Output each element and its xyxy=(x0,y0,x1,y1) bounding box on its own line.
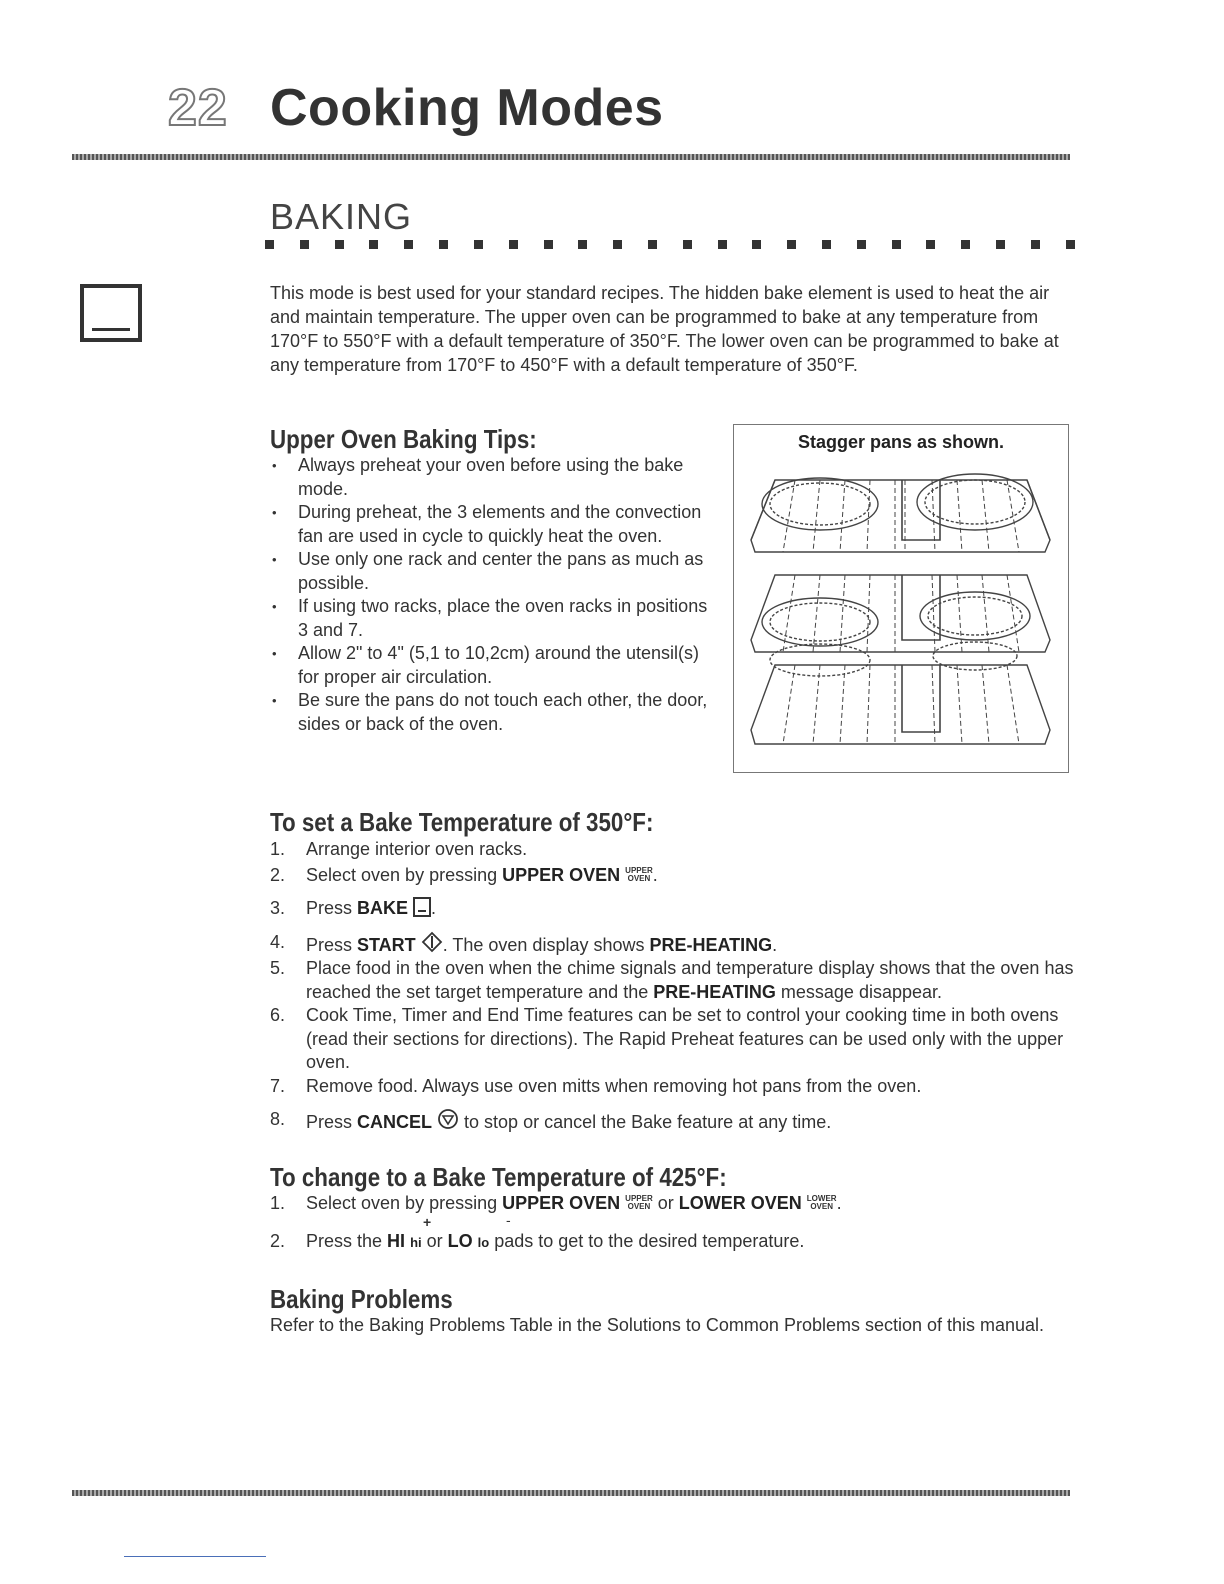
intro-paragraph: This mode is best used for your standard recipes. The hidden bake element is used to heat the air and maintain temperature. The upper oven can be programmed to bake at any temperature from 170°F to 550°F with a default temperature of 350°F. The lower oven can be programmed to bake at any temperature from 170°F to 450°F with a default temperature of 350°F. xyxy=(270,283,1059,375)
header-rule xyxy=(72,154,1070,160)
page-number: 22 xyxy=(168,79,228,137)
cancel-key-label: CANCEL xyxy=(357,1112,433,1132)
lower-oven-pad-icon: LOWER OVEN xyxy=(806,1194,837,1211)
footer-link-line xyxy=(124,1556,266,1557)
page-title: Cooking Modes xyxy=(270,79,664,137)
tip-item: • Be sure the pans do not touch each other, the door, sides or back of the oven. xyxy=(270,689,715,736)
step-item: 7. Remove food. Always use oven mitts when removing hot pans from the oven. xyxy=(270,1075,922,1096)
start-key-label: START xyxy=(357,934,416,955)
problems-heading: Baking Problems xyxy=(270,1284,453,1314)
tip-item: • During preheat, the 3 elements and the convection fan are used in cycle to quickly heat the oven. xyxy=(270,501,715,548)
figure-caption: Stagger pans as shown. xyxy=(797,432,1005,452)
tip-item: • Always preheat your oven before using the bake mode. xyxy=(270,454,715,501)
set-temp-heading: To set a Bake Temperature of 350°F: xyxy=(270,807,654,837)
section-dots-divider xyxy=(265,240,1075,252)
problems-text: Refer to the Baking Problems Table in the Solutions to Common Problems section of this manual. xyxy=(270,1315,1045,1335)
change-temp-heading: To change to a Bake Temperature of 425°F: xyxy=(270,1162,727,1192)
upper-oven-pad-icon: UPPER OVEN xyxy=(625,865,653,883)
step-item: 1. Select oven by pressing UPPER OVEN UPPER OVEN or LOWER OVEN LOWER OVEN . xyxy=(270,1193,842,1213)
tips-list xyxy=(270,454,715,736)
plus-mark: + xyxy=(423,1214,432,1230)
hi-pad-icon: hi xyxy=(410,1234,422,1250)
step-item: 6. Cook Time, Timer and End Time features can be set to control your cooking time in both ovens (read their sections for directions). The Rapid Preheat features can be used only with the upper oven. xyxy=(270,1005,1064,1072)
footer-rule xyxy=(72,1490,1070,1496)
step-item: 2. Select oven by pressing UPPER OVEN UPPER OVEN . xyxy=(270,864,658,885)
step-item: 1. Arrange interior oven racks. xyxy=(270,839,528,859)
cancel-icon xyxy=(437,1108,459,1130)
upper-oven-pad-icon: UPPER OVEN xyxy=(625,1194,653,1211)
tip-item: • If using two racks, place the oven racks in positions 3 and 7. xyxy=(270,595,715,642)
step-item: 8. Press CANCEL to stop or cancel the Bake feature at any time. xyxy=(270,1109,832,1132)
bake-mode-icon xyxy=(80,284,142,342)
tip-item: • Allow 2" to 4" (5,1 to 10,2cm) around the utensil(s) for proper air circulation. xyxy=(270,642,715,689)
upper-oven-key-label: UPPER OVEN xyxy=(502,864,621,885)
section-title: BAKING xyxy=(270,196,413,237)
bake-key-label: BAKE xyxy=(357,898,409,918)
minus-mark: - xyxy=(506,1212,511,1228)
step-item: 2. Press the HI hi or LO lo pads to get to the desired temperature. xyxy=(270,1230,805,1251)
tips-heading: Upper Oven Baking Tips: xyxy=(270,424,537,454)
tip-item: • Use only one rack and center the pans as much as possible. xyxy=(270,548,715,595)
change-temp-steps xyxy=(270,1192,1075,1254)
set-temp-steps xyxy=(270,838,1075,1135)
step-item: 4. Press START . The oven display shows PRE-HEATING. xyxy=(270,931,778,955)
step-item: 3. Press BAKE . xyxy=(270,898,437,918)
lo-pad-icon: lo xyxy=(477,1234,490,1250)
rack-illustration xyxy=(745,460,1057,760)
bake-icon xyxy=(413,897,431,917)
start-icon xyxy=(421,931,443,953)
step-item: 5. Place food in the oven when the chime signals and temperature display shows that the oven has reached the set target temperature and the PRE-HEATING message disappear. xyxy=(270,958,1074,1002)
